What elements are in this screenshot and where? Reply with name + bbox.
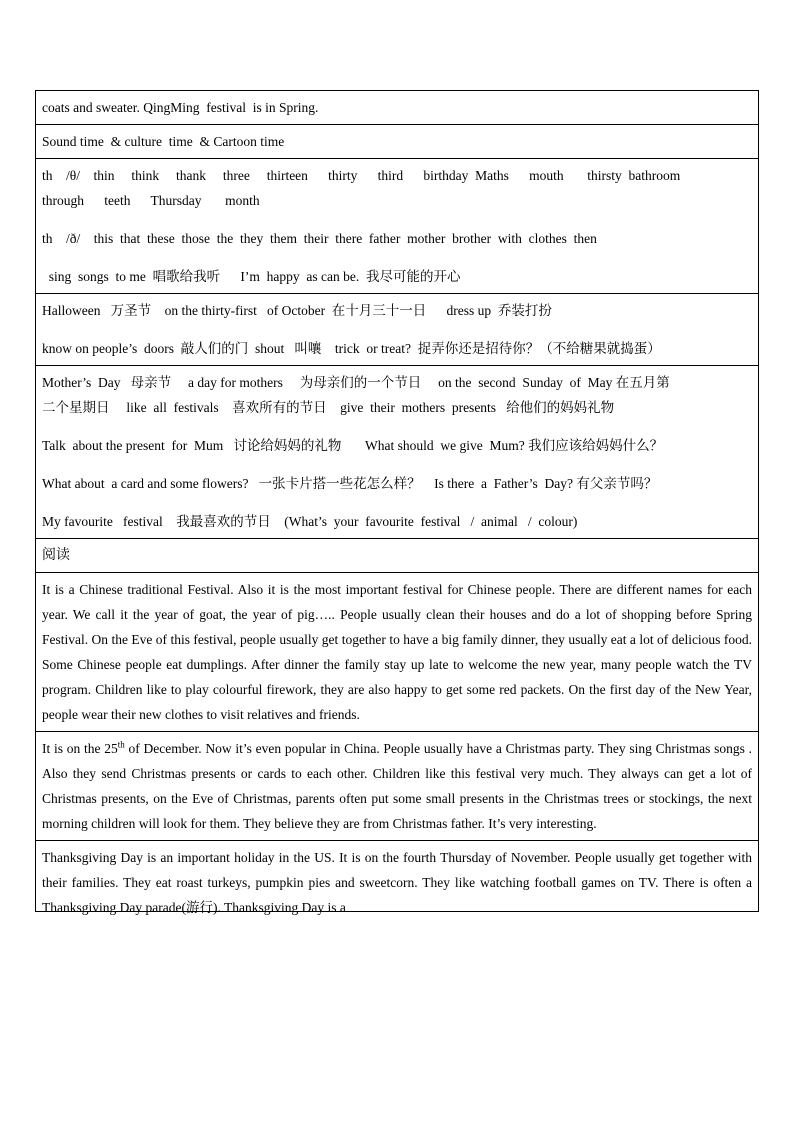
table-row [36, 539, 759, 573]
table-cell [36, 366, 759, 539]
halloween-line: Halloween 万圣节 on the thirty-first of October 在十月三十一日 dress up 乔装打扮 [42, 303, 552, 318]
text-line: coats and sweater. QingMing festival is in Spring. [42, 100, 319, 115]
phonics-th-voiceless-line: th /θ/ thin think thank three thirteen thirty third birthday Maths mouth thirsty bathroom [42, 168, 681, 183]
ordinal-suffix: th [117, 739, 125, 750]
mothers-day-line: Mother’s Day 母亲节 a day for mothers 为母亲们的一个节日 on the second Sunday of May 在五月第 [42, 375, 670, 390]
table-cell [36, 841, 759, 915]
mothers-day-line: What about a card and some flowers? 一张卡片搭一些花怎么样？ Is there a Father’s Day? 有父亲节吗？ [42, 476, 658, 491]
phonics-th-voiceless-line: through teeth Thursday month [42, 193, 260, 208]
table-row [36, 732, 759, 841]
spacer [42, 496, 752, 509]
table-cell [36, 91, 759, 125]
table-row [36, 159, 759, 294]
spacer [42, 323, 752, 336]
section-title: Sound time & culture time & Cartoon time [42, 134, 285, 149]
table-row [36, 366, 759, 539]
table-cell [36, 732, 759, 841]
spacer [42, 251, 752, 264]
spring-festival-paragraph: It is a Chinese traditional Festival. Also it is the most important festival for Chinese people. There are different names for each year. We call it the year of goat, the year of pig….. People usually clean their houses and do a lot of shopping before Spring Festival. On the Eve of this festival, people usually get together to have a big family dinner, they usually eat a lot of delicious food. Some Chinese people eat dumplings. After dinner the family stay up late to welcome the new year, many people watch the TV program. Children like to play colourful firework, they are also happy to get some red packets. On the first day of the New Year, people wear their new clothes to visit relatives and friends. [42, 582, 752, 722]
christmas-paragraph [42, 736, 752, 836]
table-row [36, 573, 759, 732]
table-cell [36, 125, 759, 159]
table-row [36, 125, 759, 159]
phonics-th-voiced-line: th /ð/ this that these those the they them their there father mother brother with clothes then [42, 231, 597, 246]
spacer [42, 458, 752, 471]
christmas-text-start: It is on the 25 [42, 741, 118, 756]
reading-heading: 阅读 [42, 547, 70, 563]
mothers-day-line: My favourite festival 我最喜欢的节日 (What’s your favourite festival / animal / colour) [42, 514, 578, 529]
spacer [42, 213, 752, 226]
christmas-text-rest: of December. Now it’s even popular in China. People usually have a Christmas party. They sing Christmas songs . Also they send Christmas presents or cards to each other. Children like this festival very much. They always can get a lot of Christmas presents, on the Eve of Christmas, parents often put some small presents in the Christmas trees or stockings, the next morning children will look for them. They believe they are from Christmas father. It’s very interesting. [42, 741, 753, 831]
vocabulary-table [35, 90, 759, 915]
mothers-day-line: Talk about the present for Mum 讨论给妈妈的礼物 What should we give Mum? 我们应该给妈妈什么？ [42, 438, 664, 453]
clipped-cell [42, 845, 752, 915]
mothers-day-line: 二个星期日 like all festivals 喜欢所有的节日 give their mothers presents 给他们的妈妈礼物 [42, 400, 615, 415]
table-row [36, 841, 759, 912]
table-cell [36, 539, 759, 573]
spacer [42, 420, 752, 433]
table-cell [36, 294, 759, 366]
song-line: sing songs to me 唱歌给我听 I’m happy as can be. 我尽可能的开心 [42, 269, 461, 284]
halloween-line: know on people’s doors 敲人们的门 shout 叫嚷 trick or treat? 捉弄你还是招待你？（不给糖果就捣蛋） [42, 341, 661, 356]
document-page [35, 90, 759, 915]
table-row [36, 294, 759, 366]
table-cell [36, 159, 759, 294]
table-row [36, 91, 759, 125]
thanksgiving-paragraph: Thanksgiving Day is an important holiday in the US. It is on the fourth Thursday of November. People usually get together with their families. They eat roast turkeys, pumpkin pies and sweetcorn. They like watching football games on TV. There is often a Thanksgiving Day parade(游行). Thanksgiving Day is a [42, 850, 752, 915]
table-cell [36, 573, 759, 732]
